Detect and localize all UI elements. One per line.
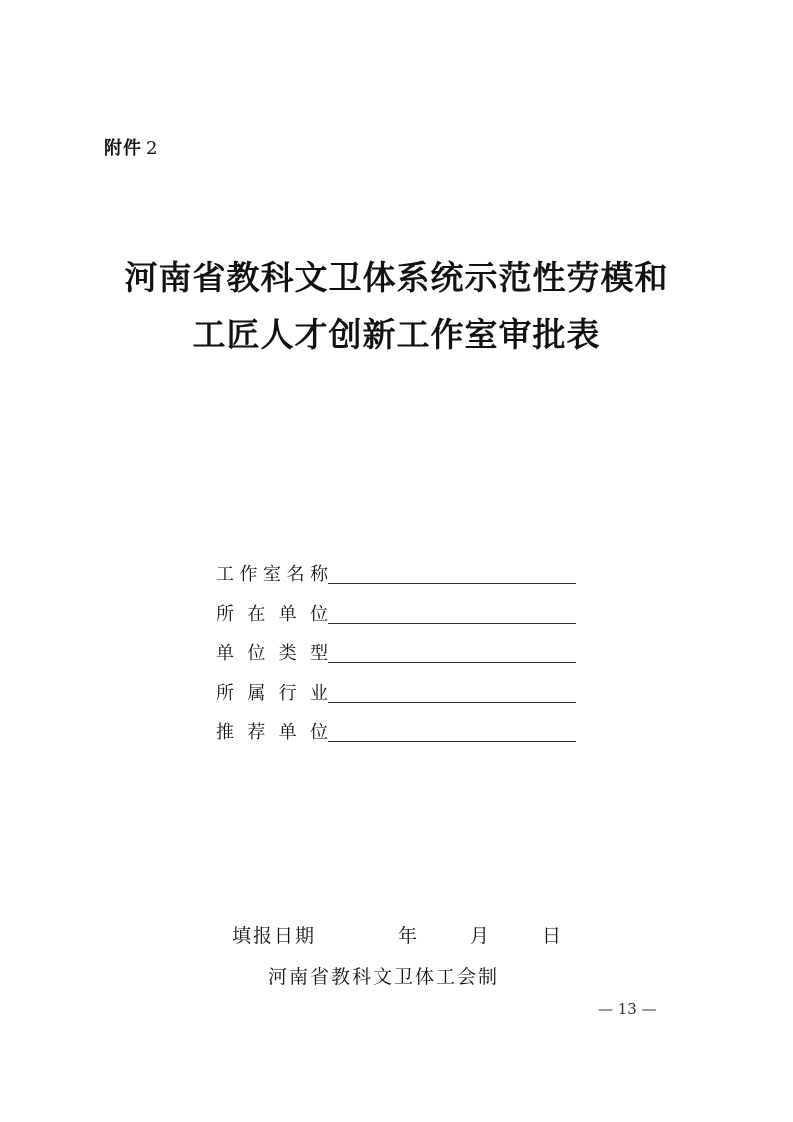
unit-input-line[interactable] xyxy=(328,603,576,624)
field-label-recommender: 推荐单位 xyxy=(216,722,328,744)
industry-input-line[interactable] xyxy=(328,682,576,703)
form-fields xyxy=(216,556,576,754)
field-label-studio-name: 工作室名称 xyxy=(216,564,328,585)
unit-type-input-line[interactable] xyxy=(328,642,576,663)
fill-date-label: 填报日期 xyxy=(232,925,317,947)
form-title-line-1: 河南省教科文卫体系统示范性劳模和 xyxy=(124,258,669,297)
field-unit xyxy=(216,596,576,626)
attachment-label xyxy=(104,134,158,160)
field-recommender xyxy=(216,714,576,744)
attachment-number: 2 xyxy=(146,138,159,159)
field-label-unit-type: 单位类型 xyxy=(216,643,328,665)
form-title-line-2: 工匠人才创新工作室审批表 xyxy=(192,315,601,354)
year-label: 年 xyxy=(398,925,420,947)
field-industry xyxy=(216,675,576,705)
issuer-text: 河南省教科文卫体工会制 xyxy=(268,966,500,988)
page-number: — 13 — xyxy=(598,1000,657,1018)
studio-name-input-line[interactable] xyxy=(328,563,576,584)
field-unit-type xyxy=(216,635,576,665)
recommender-input-line[interactable] xyxy=(328,721,576,742)
attachment-text: 附件 xyxy=(104,138,142,159)
field-label-unit: 所在单位 xyxy=(216,603,328,625)
month-label: 月 xyxy=(470,925,492,947)
day-label: 日 xyxy=(542,925,564,947)
field-label-industry: 所属行业 xyxy=(216,682,328,704)
field-studio-name xyxy=(216,556,576,586)
